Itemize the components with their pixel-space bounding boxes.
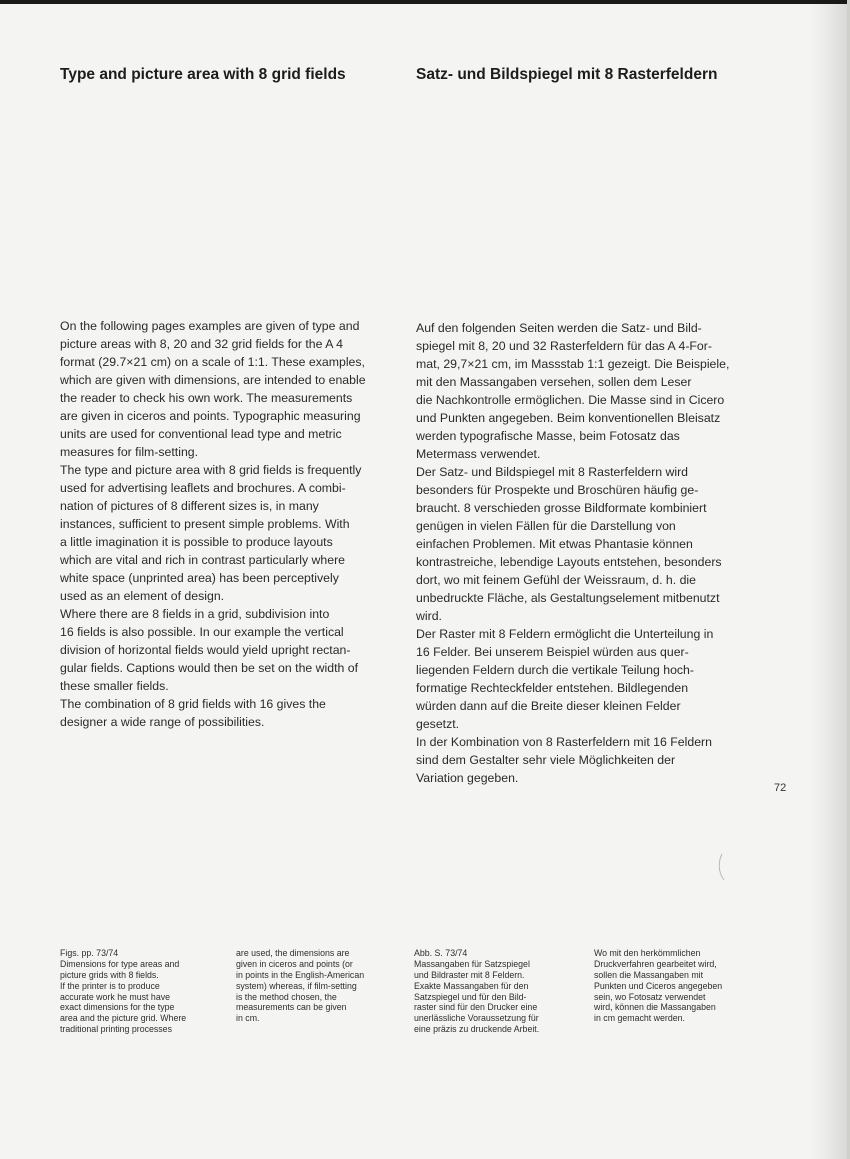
- body-text-german: [416, 319, 761, 787]
- caption-de-2-line: Druckverfahren gearbeitet wird,: [594, 958, 717, 969]
- body-de-line: liegenden Feldern durch die vertikale Teilung hoch-: [416, 663, 694, 677]
- caption-en-2-line: is the method chosen, the: [236, 991, 337, 1002]
- caption-de-2-line: Wo mit den herkömmlichen: [594, 948, 701, 958]
- body-de-line: spiegel mit 8, 20 und 32 Rasterfeldern für das A 4-For-: [416, 339, 712, 353]
- body-de-line: Der Satz- und Bildspiegel mit 8 Rasterfeldern wird: [416, 465, 689, 479]
- caption-en-1-line: traditional printing processes: [60, 1024, 172, 1035]
- body-de-line: Metermass verwendet.: [416, 447, 541, 461]
- caption-german-col2: [594, 948, 722, 1024]
- caption-de-2-line: sollen die Massangaben mit: [594, 969, 704, 980]
- body-en-line: used for advertising leaflets and brochures. A combi-: [60, 481, 346, 495]
- caption-de-1-line: und Bildraster mit 8 Feldern.: [414, 969, 525, 980]
- heading-german: Satz- und Bildspiegel mit 8 Rasterfeldern: [416, 66, 718, 83]
- caption-de-1-line: unerlässliche Voraussetzung für: [414, 1013, 539, 1024]
- body-en-line: these smaller fields.: [60, 679, 169, 693]
- caption-de-1-line: Exakte Massangaben für den: [414, 980, 529, 991]
- caption-english-col1: [60, 948, 186, 1035]
- body-de-line: die Nachkontrolle ermöglichen. Die Masse sind in Cicero: [416, 393, 725, 407]
- caption-en-2-line: given in ciceros and points (or: [236, 958, 353, 969]
- caption-en-1-line: If the printer is to produce: [60, 980, 160, 991]
- body-de-line: genügen in vielen Fällen für die Darstellung von: [416, 519, 676, 533]
- body-de-line: mit den Massangaben versehen, sollen dem Leser: [416, 375, 692, 389]
- body-en-line: which are given with dimensions, are intended to enable: [60, 373, 366, 387]
- caption-de-2-line: in cm gemacht werden.: [594, 1013, 685, 1024]
- body-de-line: Der Raster mit 8 Feldern ermöglicht die Unterteilung in: [416, 627, 714, 641]
- caption-de-1-line: Satzspiegel und für den Bild-: [414, 991, 527, 1002]
- caption-en-2-line: in points in the English-American: [236, 969, 365, 980]
- body-en-line: nation of pictures of 8 different sizes is, in many: [60, 499, 319, 513]
- body-en-line: division of horizontal fields would yield upright rectan-: [60, 643, 351, 657]
- caption-en-2-line: measurements can be given: [236, 1002, 347, 1013]
- body-en-line: the reader to check his own work. The measurements: [60, 391, 353, 405]
- body-de-line: und Punkten angegeben. Beim konventionellen Bleisatz: [416, 411, 721, 425]
- body-de-line: wird.: [416, 609, 442, 623]
- caption-en-2-line: in cm.: [236, 1013, 260, 1024]
- scan-top-border: [0, 0, 850, 4]
- body-text-english: [60, 317, 400, 731]
- page-number: 72: [774, 782, 787, 794]
- body-de-line: braucht. 8 verschieden grosse Bildformate kombiniert: [416, 501, 707, 515]
- body-de-line: werden typografische Masse, beim Fotosatz das: [416, 429, 680, 443]
- caption-en-1-line: accurate work he must have: [60, 991, 171, 1002]
- body-en-line: Where there are 8 fields in a grid, subdivision into: [60, 607, 330, 621]
- body-de-line: unbedruckte Fläche, als Gestaltungselement mitbenutzt: [416, 591, 720, 605]
- body-en-line: which are vital and rich in contrast particularly where: [60, 553, 346, 567]
- caption-de-1-line: raster sind für den Drucker eine: [414, 1002, 538, 1013]
- caption-en-1-line: area and the picture grid. Where: [60, 1013, 187, 1024]
- caption-en-2-line: system) whereas, if film-setting: [236, 980, 357, 991]
- body-en-line: used as an element of design.: [60, 589, 225, 603]
- body-en-line: The combination of 8 grid fields with 16 gives the: [60, 697, 326, 711]
- caption-en-1-line: Dimensions for type areas and: [60, 958, 180, 969]
- caption-en-1-line: picture grids with 8 fields.: [60, 969, 159, 980]
- caption-de-2-line: wird, können die Massangaben: [594, 1002, 716, 1013]
- body-de-line: In der Kombination von 8 Rasterfeldern mit 16 Feldern: [416, 735, 712, 749]
- body-de-line: Auf den folgenden Seiten werden die Satz- und Bild-: [416, 321, 702, 335]
- caption-de-1-line: eine präzis zu druckende Arbeit.: [414, 1024, 540, 1035]
- body-de-line: formatige Rechteckfelder entstehen. Bildlegenden: [416, 681, 689, 695]
- caption-en-1-line: Figs. pp. 73/74: [60, 948, 119, 958]
- body-en-line: units are used for conventional lead type and metric: [60, 427, 342, 441]
- body-en-line: measures for film-setting.: [60, 445, 199, 459]
- caption-de-1-line: Abb. S. 73/74: [414, 948, 468, 958]
- body-en-line: 16 fields is also possible. In our example the vertical: [60, 625, 344, 639]
- body-en-line: The type and picture area with 8 grid fields is frequently: [60, 463, 362, 477]
- body-en-line: are given in ciceros and points. Typographic measuring: [60, 409, 361, 423]
- body-en-line: picture areas with 8, 20 and 32 grid fields for the A 4: [60, 337, 344, 351]
- caption-en-2-line: are used, the dimensions are: [236, 948, 350, 958]
- body-de-line: würden dann auf die Breite dieser kleinen Felder: [416, 699, 681, 713]
- body-en-line: a little imagination it is possible to produce layouts: [60, 535, 333, 549]
- body-de-line: besonders für Prospekte und Broschüren häufig ge-: [416, 483, 699, 497]
- body-en-line: gular fields. Captions would then be set on the width of: [60, 661, 359, 675]
- caption-german-col1: [414, 948, 539, 1035]
- body-de-line: einfachen Problemen. Mit etwas Phantasie können: [416, 537, 693, 551]
- body-de-line: dort, wo mit feinem Gefühl der Weissraum, d. h. die: [416, 573, 696, 587]
- body-de-line: sind dem Gestalter sehr viele Möglichkeiten der: [416, 753, 676, 767]
- pencil-mark: [716, 852, 730, 882]
- body-en-line: designer a wide range of possibilities.: [60, 715, 265, 729]
- body-de-line: gesetzt.: [416, 717, 460, 731]
- body-en-line: On the following pages examples are given of type and: [60, 319, 360, 333]
- page-edge-shadow: [810, 0, 850, 1159]
- body-en-line: white space (unprinted area) has been perceptively: [60, 571, 339, 585]
- caption-english-col2: [236, 948, 364, 1024]
- caption-de-2-line: sein, wo Fotosatz verwendet: [594, 991, 706, 1002]
- heading-english: Type and picture area with 8 grid fields: [60, 66, 346, 83]
- caption-de-2-line: Punkten und Ciceros angegeben: [594, 980, 723, 991]
- body-de-line: Variation gegeben.: [416, 771, 519, 785]
- body-de-line: mat, 29,7×21 cm, im Massstab 1:1 gezeigt. Die Beispiele,: [416, 357, 730, 371]
- caption-en-1-line: exact dimensions for the type: [60, 1002, 175, 1013]
- caption-de-1-line: Massangaben für Satzspiegel: [414, 958, 530, 969]
- body-de-line: kontrastreiche, lebendige Layouts entstehen, besonders: [416, 555, 722, 569]
- body-en-line: instances, sufficient to present simple problems. With: [60, 517, 350, 531]
- body-de-line: 16 Felder. Bei unserem Beispiel würden aus quer-: [416, 645, 689, 659]
- body-en-line: format (29.7×21 cm) on a scale of 1:1. These examples,: [60, 355, 365, 369]
